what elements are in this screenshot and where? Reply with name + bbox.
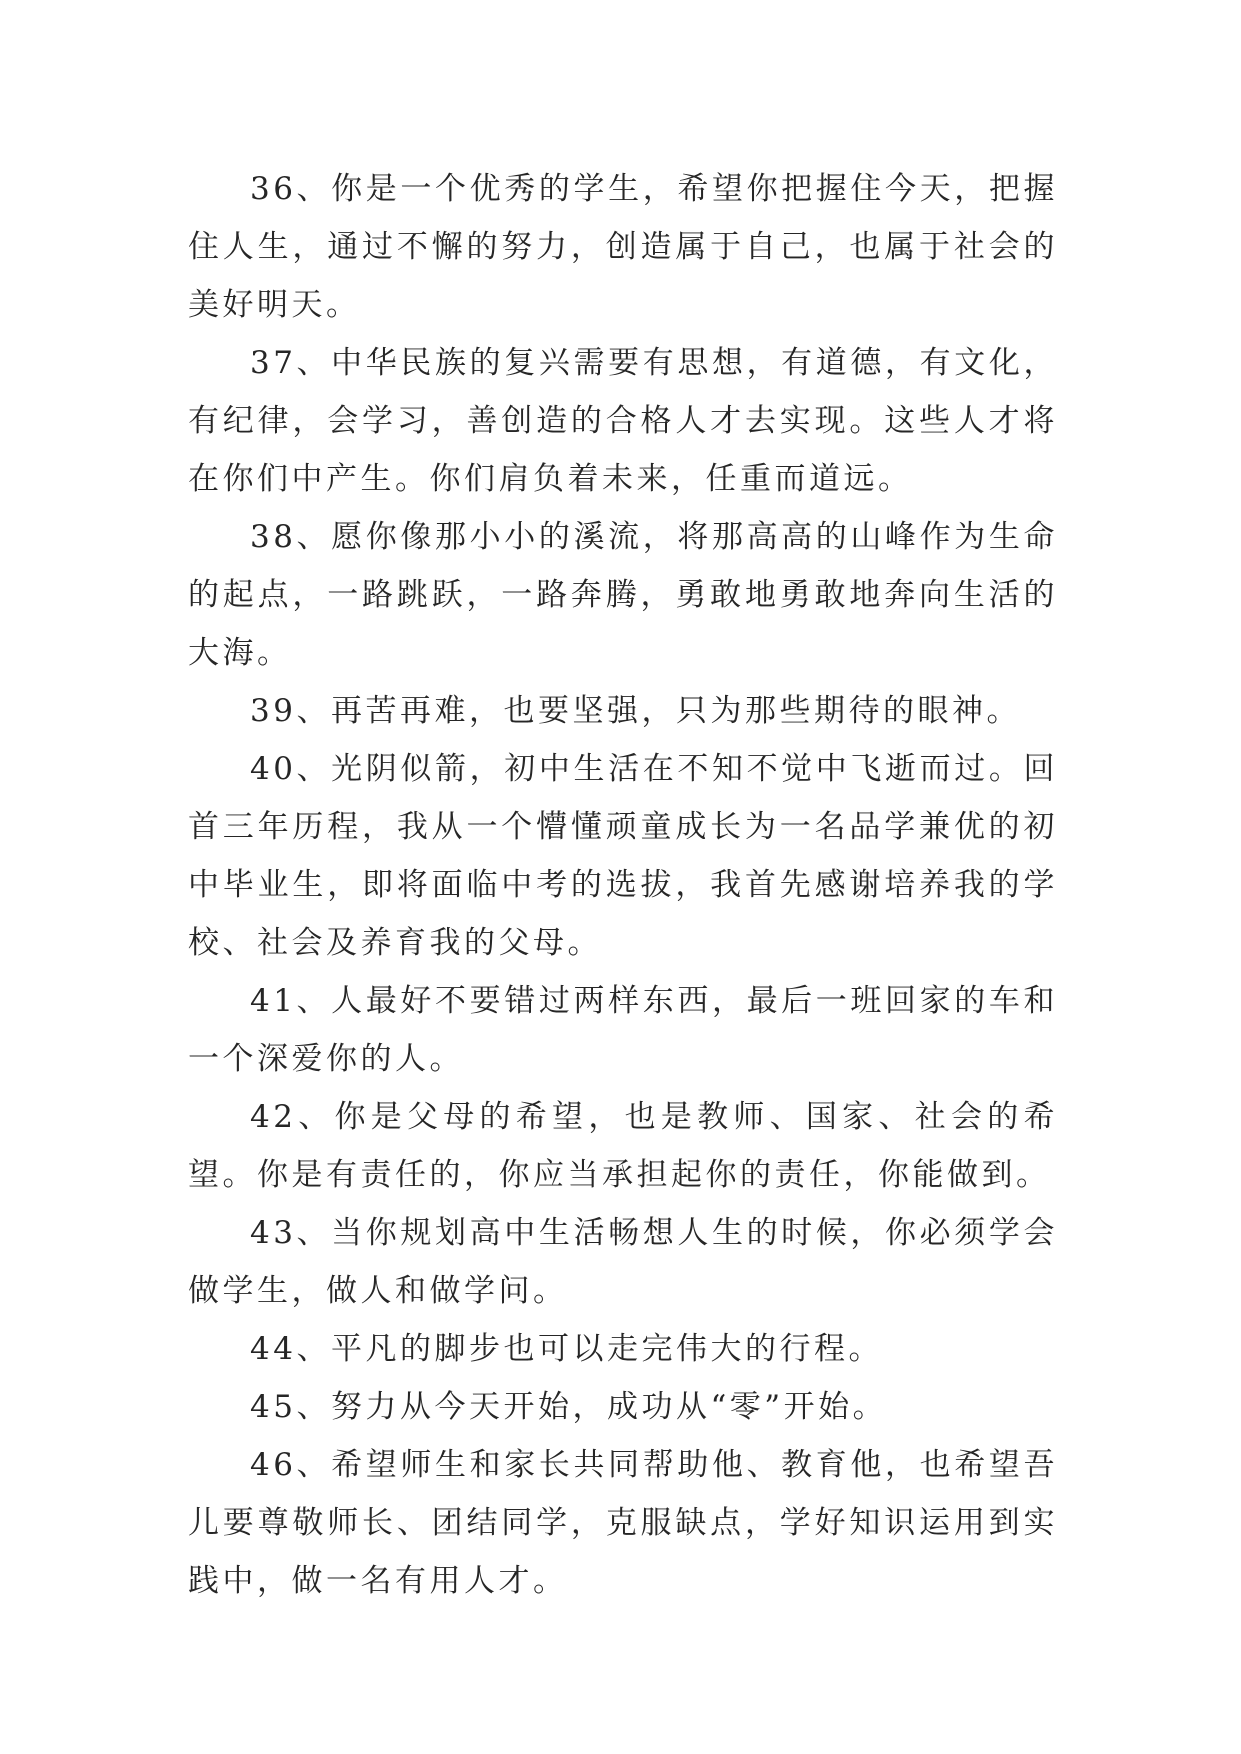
paragraph-45: 45、努力从今天开始，成功从“零”开始。	[250, 1389, 888, 1425]
paragraph-46: 46、希望师生和家长共同帮助他、教育他，也希望吾儿要尊敬师长、团结同学，克服缺点，学好知识运用到实践中，做一名有用人才。	[188, 1447, 1058, 1599]
paragraph-41: 41、人最好不要错过两样东西，最后一班回家的车和一个深爱你的人。	[188, 983, 1058, 1077]
paragraph-37: 37、中华民族的复兴需要有思想，有道德，有文化，有纪律，会学习，善创造的合格人才去实现。这些人才将在你们中产生。你们肩负着未来，任重而道远。	[188, 345, 1058, 497]
paragraph-42: 42、你是父母的希望，也是教师、国家、社会的希望。你是有责任的，你应当承担起你的责任，你能做到。	[188, 1099, 1058, 1193]
paragraph-39: 39、再苦再难，也要坚强，只为那些期待的眼神。	[250, 693, 1021, 729]
paragraph-44: 44、平凡的脚步也可以走完伟大的行程。	[250, 1331, 883, 1367]
paragraph-36: 36、你是一个优秀的学生，希望你把握住今天，把握住人生，通过不懈的努力，创造属于自己，也属于社会的美好明天。	[188, 171, 1058, 323]
paragraph-38: 38、愿你像那小小的溪流，将那高高的山峰作为生命的起点，一路跳跃，一路奔腾，勇敢地勇敢地奔向生活的大海。	[188, 519, 1058, 671]
document-body	[188, 160, 1058, 1610]
paragraph-40: 40、光阴似箭，初中生活在不知不觉中飞逝而过。回首三年历程，我从一个懵懂顽童成长为一名品学兼优的初中毕业生，即将面临中考的选拔，我首先感谢培养我的学校、社会及养育我的父母。	[188, 751, 1058, 961]
paragraph-43: 43、当你规划高中生活畅想人生的时候，你必须学会做学生，做人和做学问。	[188, 1215, 1058, 1309]
